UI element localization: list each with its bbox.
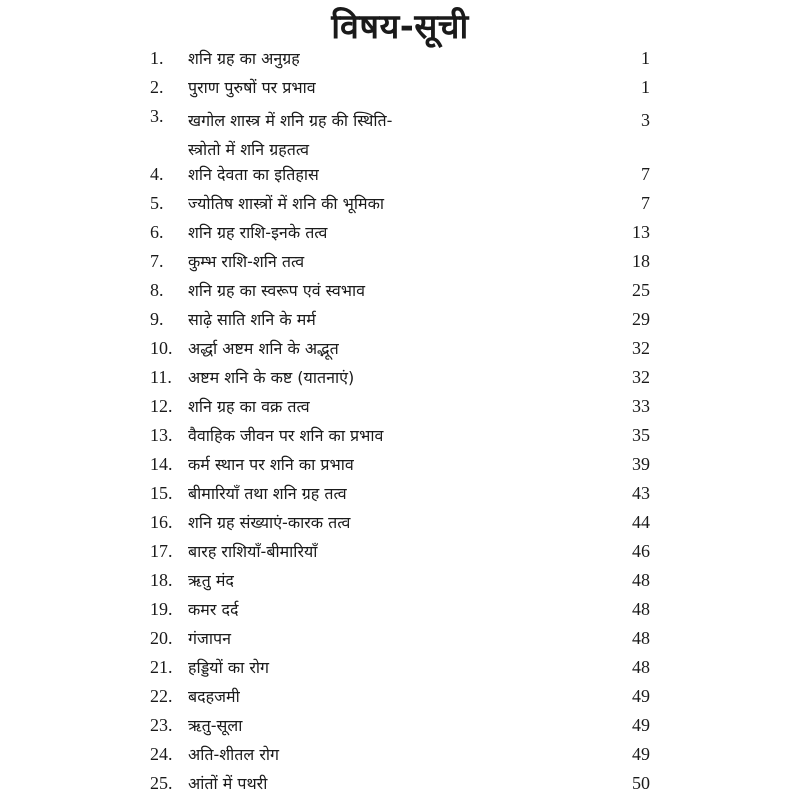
entry-title-line: अष्टम शनि के कष्ट (यातनाएं) xyxy=(188,368,355,387)
entry-page-number: 46 xyxy=(632,541,650,561)
entry-number: 9. xyxy=(150,309,164,329)
entry-title xyxy=(188,421,650,450)
entry-title xyxy=(188,392,650,421)
entry-title xyxy=(188,450,650,479)
entry-number: 23. xyxy=(150,715,173,735)
entry-title-line: बारह राशियाँ-बीमारियाँ xyxy=(188,542,318,561)
entry-title-line: कमर दर्द xyxy=(188,600,239,619)
entry-title xyxy=(188,682,650,711)
entry-title xyxy=(188,334,650,363)
entry-title-line: स्त्रोतो में शनि ग्रहतत्व xyxy=(188,140,309,159)
entry-number: 4. xyxy=(150,164,164,184)
toc-entry xyxy=(150,595,650,624)
entry-title-line: अर्द्धा अष्टम शनि के अद्भूत xyxy=(188,339,339,358)
entry-title xyxy=(188,189,650,218)
entry-title xyxy=(188,479,650,508)
toc-entry xyxy=(150,334,650,363)
entry-title xyxy=(188,566,650,595)
entry-number: 25. xyxy=(150,773,173,793)
entry-page-number: 25 xyxy=(632,280,650,300)
entry-title-line: गंजापन xyxy=(188,629,231,648)
toc-entry xyxy=(150,305,650,334)
entry-title-line: आंतों में पथरी xyxy=(188,774,268,793)
entry-page-number: 43 xyxy=(632,483,650,503)
entry-title-line: खगोल शास्त्र में शनि ग्रह की स्थिति- xyxy=(188,111,393,130)
entry-title-line: बीमारियाँ तथा शनि ग्रह तत्व xyxy=(188,484,347,503)
entry-number: 22. xyxy=(150,686,173,706)
toc-entry xyxy=(150,711,650,740)
entry-number: 2. xyxy=(150,77,164,97)
entry-title xyxy=(188,247,650,276)
entry-page-number: 1 xyxy=(641,77,650,97)
entry-page-number: 32 xyxy=(632,367,650,387)
entry-page-number: 32 xyxy=(632,338,650,358)
toc-entry xyxy=(150,740,650,769)
entry-title-line: शनि ग्रह संख्याएं-कारक तत्व xyxy=(188,513,351,532)
entry-page-number: 35 xyxy=(632,425,650,445)
entry-title xyxy=(188,653,650,682)
entry-title xyxy=(188,73,650,102)
entry-page-number: 33 xyxy=(632,396,650,416)
entry-title-line: ज्योतिष शास्त्रों में शनि की भूमिका xyxy=(188,194,385,213)
toc-entry xyxy=(150,450,650,479)
toc-entry xyxy=(150,624,650,653)
toc-entry xyxy=(150,102,650,160)
entry-title-line: हड्डियों का रोग xyxy=(188,658,270,677)
toc-entry xyxy=(150,160,650,189)
entry-page-number: 48 xyxy=(632,657,650,677)
entry-title-line: वैवाहिक जीवन पर शनि का प्रभाव xyxy=(188,426,384,445)
entry-page-number: 44 xyxy=(632,512,650,532)
entry-number: 20. xyxy=(150,628,173,648)
entry-number: 16. xyxy=(150,512,173,532)
entry-page-number: 1 xyxy=(641,48,650,68)
toc-entry xyxy=(150,392,650,421)
entry-title-line: कर्म स्थान पर शनि का प्रभाव xyxy=(188,455,354,474)
entry-page-number: 18 xyxy=(632,251,650,271)
entry-title xyxy=(188,537,650,566)
entry-number: 24. xyxy=(150,744,173,764)
entry-title xyxy=(188,624,650,653)
entry-title xyxy=(188,218,650,247)
entry-title-line: शनि ग्रह का वक्र तत्व xyxy=(188,397,310,416)
toc-entry xyxy=(150,189,650,218)
entry-title xyxy=(188,106,650,164)
entry-number: 3. xyxy=(150,106,164,126)
entry-number: 6. xyxy=(150,222,164,242)
entry-page-number: 48 xyxy=(632,599,650,619)
toc-entry xyxy=(150,537,650,566)
entry-page-number: 29 xyxy=(632,309,650,329)
entry-page-number: 49 xyxy=(632,715,650,735)
toc-entry xyxy=(150,682,650,711)
toc-entry xyxy=(150,276,650,305)
entry-number: 19. xyxy=(150,599,173,619)
entry-title xyxy=(188,363,650,392)
entry-title xyxy=(188,769,650,798)
entry-title-line: शनि ग्रह का अनुग्रह xyxy=(188,49,300,68)
entry-number: 17. xyxy=(150,541,173,561)
toc-entry xyxy=(150,363,650,392)
entry-title xyxy=(188,44,650,73)
toc-entry xyxy=(150,508,650,537)
entry-number: 14. xyxy=(150,454,173,474)
entry-title xyxy=(188,508,650,537)
table-of-contents xyxy=(150,44,650,798)
toc-entry xyxy=(150,479,650,508)
entry-number: 7. xyxy=(150,251,164,271)
entry-number: 12. xyxy=(150,396,173,416)
entry-title xyxy=(188,595,650,624)
entry-number: 8. xyxy=(150,280,164,300)
entry-page-number: 49 xyxy=(632,686,650,706)
entry-title xyxy=(188,305,650,334)
entry-title-line: बदहजमी xyxy=(188,687,240,706)
entry-title-line: अति-शीतल रोग xyxy=(188,745,280,764)
toc-entry xyxy=(150,73,650,102)
entry-title xyxy=(188,711,650,740)
entry-number: 10. xyxy=(150,338,173,358)
entry-title-line: कुम्भ राशि-शनि तत्व xyxy=(188,252,305,271)
toc-entry xyxy=(150,566,650,595)
entry-number: 5. xyxy=(150,193,164,213)
entry-title-line: ऋतु-सूला xyxy=(188,716,243,735)
entry-page-number: 7 xyxy=(641,193,650,213)
entry-page-number: 50 xyxy=(632,773,650,793)
entry-number: 15. xyxy=(150,483,173,503)
entry-title-line: साढ़े साति शनि के मर्म xyxy=(188,310,316,329)
entry-page-number: 48 xyxy=(632,628,650,648)
toc-entry xyxy=(150,44,650,73)
entry-number: 18. xyxy=(150,570,173,590)
entry-page-number: 39 xyxy=(632,454,650,474)
entry-page-number: 7 xyxy=(641,164,650,184)
entry-title-line: शनि देवता का इतिहास xyxy=(188,165,319,184)
entry-page-number: 48 xyxy=(632,570,650,590)
entry-number: 21. xyxy=(150,657,173,677)
entry-title xyxy=(188,276,650,305)
entry-number: 13. xyxy=(150,425,173,445)
toc-entry xyxy=(150,421,650,450)
entry-page-number: 13 xyxy=(632,222,650,242)
entry-page-number: 3 xyxy=(641,110,650,130)
entry-title-line: शनि ग्रह राशि-इनके तत्व xyxy=(188,223,328,242)
entry-title-line: पुराण पुरुषों पर प्रभाव xyxy=(188,78,316,97)
entry-title-line: शनि ग्रह का स्वरूप एवं स्वभाव xyxy=(188,281,366,300)
entry-title xyxy=(188,160,650,189)
entry-number: 1. xyxy=(150,48,164,68)
entry-number: 11. xyxy=(150,367,172,387)
toc-entry xyxy=(150,653,650,682)
entry-title-line: ऋतु मंद xyxy=(188,571,234,590)
toc-entry xyxy=(150,218,650,247)
entry-page-number: 49 xyxy=(632,744,650,764)
entry-title xyxy=(188,740,650,769)
toc-entry xyxy=(150,769,650,798)
page-title: विषय-सूची xyxy=(331,7,469,47)
toc-entry xyxy=(150,247,650,276)
